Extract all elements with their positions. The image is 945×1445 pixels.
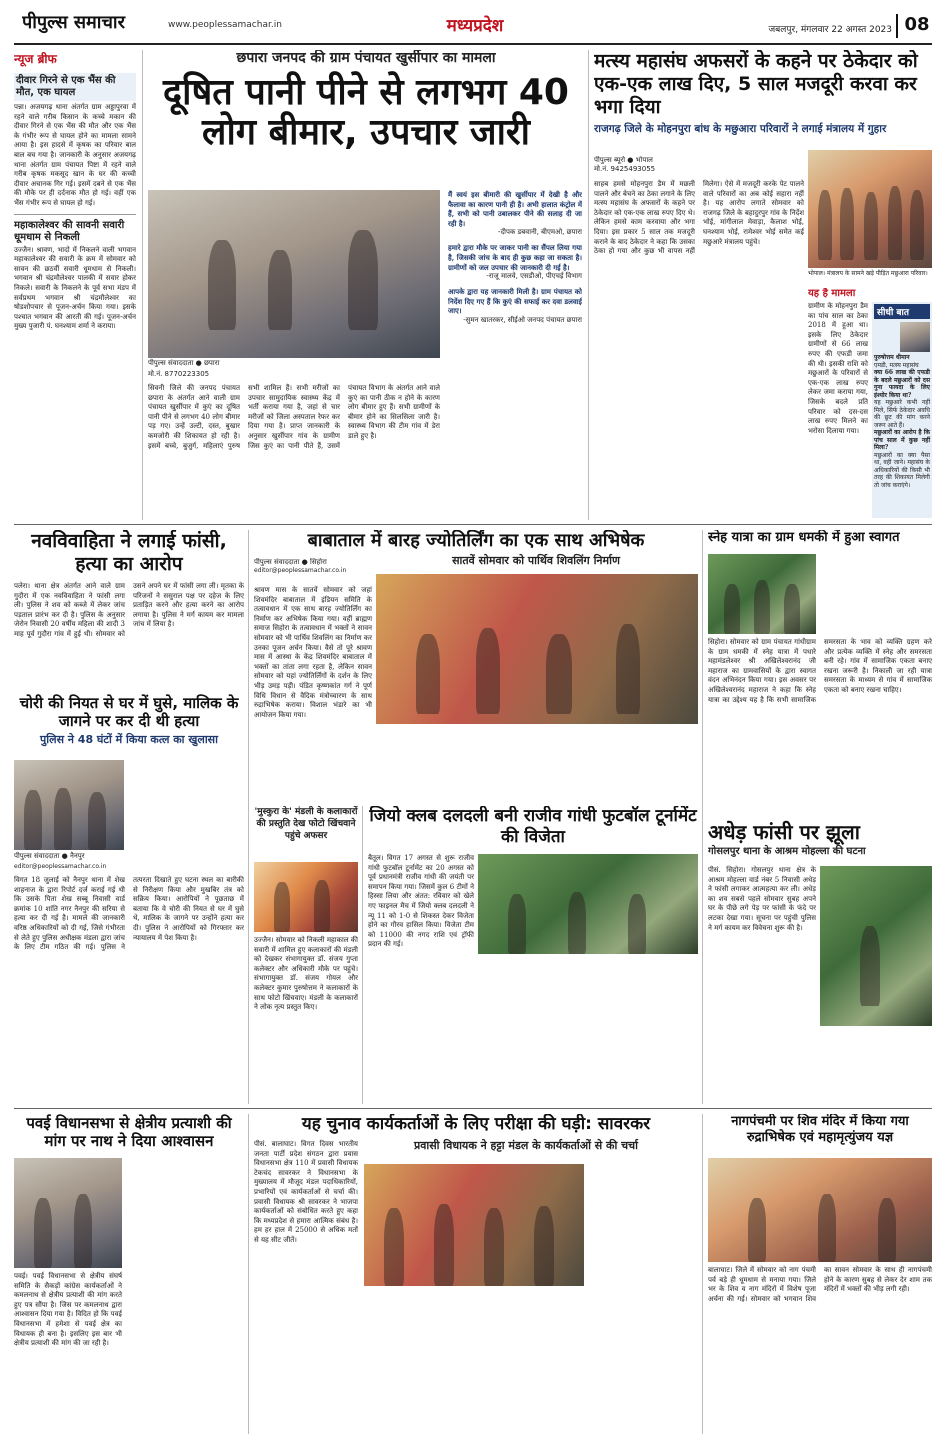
quote-text: मैं स्वयं इस बीमारी की खुर्सीपार में देखी है और फैलावा का कारण पानी ही है। अभी हालात कंट्रोल में हैं, सभी को पानी उबालकर पीने की सलाह दी जा रही है। <box>448 190 582 228</box>
story-newlywed <box>14 530 244 690</box>
column-divider <box>362 806 363 1104</box>
workers-body-continued <box>364 1290 698 1432</box>
tr-place: भोपाल <box>635 156 653 164</box>
babatal-place: सिहोरा <box>310 558 327 566</box>
sidebar-role: एमडी, मत्स्य महासंघ <box>874 362 919 369</box>
tr-body: साहब हमसे मोहनपुरा डैम में मछली पालने और बेचने का ठेका लगाने के लिए मत्स्य महासंघ के अफसरों के कहने पर ठेकेदार को एक-एक लाख रुपए दिए थे। लेकिन हमसे काम करवाया और भगा दिया। इस प्रकार 5 साल तक मजदूरी कराने के बाद ठेकेदार ने कहा कि उसका ठेका हो गया और कुछ भी वापस नहीं मिलेगा। ऐसे में मजदूरी करके पेट पालने वाले परिवारों का अब कोई सहारा नहीं है। यह आरोप लगाते सोमवार को राजगढ़ जिले के बहादुरपुर गांव के निर्देश भोई, मांगीलाल मेवाड़ा, कैलाश भोई, घनश्याम भोई, रामेश्वर भोई समेत कई मछुआरे मंत्रालय पहुंचे। <box>594 180 804 256</box>
murder-headline: चोरी की नियत से घर में घुसे, मालिक के जागने पर कर दी थी हत्या <box>19 694 239 730</box>
quote-text: हमारे द्वारा मौके पर जाकर पानी का सैंपल लिया गया है, जिसकी जांच के बाद ही कुछ कहा जा सकता है। ग्रामीणों को जल उपचार की जानकारी दी गई है। <box>448 243 582 272</box>
workers-photo <box>364 1164 584 1286</box>
tr-photo-caption: भोपाल। मंत्रालय के सामने खड़े पीड़ित मछुआरा परिवार। <box>808 270 928 277</box>
brief-body: उज्जैन। श्रावण, भादो में निकलने वाली भगवान महाकालेश्वर की सवारी के क्रम में सोमवार को सावन की छठवीं सवारी धूमधाम से निकली। भगवान श्री चंद्रमौलेश्वर पालकी में सवार होकर निकले। सवारी के निकलने के पूर्व सभा मंडप में सर्वप्रथम भगवान श्री चंद्रमौलेश्वर का षोडशोपचार से पूजन-अर्चन किया गया। इसके पश्चात भगवान की आरती की गई। पूजन-अर्चन मुख्य पुजारी पं. घनश्याम शर्मा ने कराया। <box>14 245 136 331</box>
avatar <box>900 322 930 352</box>
quote-text: आपके द्वारा यह जानकारी मिली है। ग्राम पंचायत को निर्देश दिए गए हैं कि कुएं की सफाई कर दवा डलवाई जाए। <box>448 287 582 316</box>
lead-photo-caption: पीपुल्स संवाददाता ● छपारा <box>148 359 220 367</box>
column-divider <box>702 820 703 1104</box>
nagpanchami-photo <box>708 1158 932 1262</box>
lead-headline: दूषित पानी पीने से लगभग 40 लोग बीमार, उपचार जारी <box>163 71 569 153</box>
newlywed-body: पलेरा। थाना क्षेत्र अंतर्गत आने वाले ग्राम गुदौरा में एक नवविवाहिता ने फांसी लगा ली। पुलिस ने शव को कब्जे में लेकर जांच पड़ताल प्रारंभ कर दी है। पुलिस के अनुसार जेरोन निवासी 20 वर्षीय महिला की शादी 3 माह पूर्व गुदौरा गांव में हुई थी। सोमवार को उसने अपने घर में फांसी लगा ली। मृतका के परिजनों ने ससुराल पक्ष पर दहेज के लिए प्रताड़ित करने और हत्या करने का आरोप लगाया है। पुलिस ने मर्ग कायम कर मामला जांच में लिया है। <box>14 582 244 638</box>
quote <box>448 190 582 237</box>
football-headline: जियो क्लब दलदली बनी राजीव गांधी फुटबॉल टूर्नामेंट की विजेता <box>369 806 697 847</box>
sidebar-person: पुरुषोत्तम धीमान <box>874 354 910 361</box>
column-divider <box>588 50 589 520</box>
direct-talk-label: सीधी बात <box>874 304 930 319</box>
nagpanchami-body: बालाघाट। जिले में सोमवार को नाग पंचमी पर्व बड़े ही धूमधाम से मनाया गया। जिले भर के शिव व नाग मंदिरों में विशेष पूजा अर्चना की गई। सोमवार को भगवान शिव का सावन सोमवार के साथ ही नागपंचमी होने के कारण सुबह से लेकर देर शाम तक मंदिरों में भक्तों की भीड़ लगी रही। <box>708 1266 932 1303</box>
tr-subhead: राजगढ़ जिले के मोहनपुरा बांध के मछुआरा परिवारों ने लगाई मंत्रालय में गुहार <box>594 123 887 135</box>
tr-box-title: यह है मामला <box>808 288 856 299</box>
story-mukurta <box>254 806 358 1104</box>
pawai-body: पवई। पवई विधानसभा से क्षेत्रीय संघर्ष समिति के सैकड़ों कांग्रेस कार्यकर्ताओं ने कमलनाथ से क्षेत्रीय प्रत्याशी की मांग करते हुए पत्र सौंपा है। जिस पर कमलनाथ द्वारा आश्वासन दिया गया है। विदित हो कि पवई विधानसभा में हमेशा से पवई क्षेत्र का विधायक ही बना है। इसलिए इस बार भी क्षेत्रीय प्रत्याशी की मांग की जा रही है। <box>14 1272 122 1348</box>
murder-email[interactable]: editor@peoplessamachar.co.in <box>14 863 107 870</box>
newlywed-headline: नवविवाहिता ने लगाई फांसी, हत्या का आरोप <box>31 530 227 575</box>
murder-byline: पीपुल्स संवाददाता <box>14 852 60 860</box>
tr-headline: मत्स्य महासंघ अफसरों के कहने पर ठेकेदार को एक-एक लाख दिए, 5 साल मजदूरी करवा कर भगा दिया <box>594 50 918 118</box>
section-divider <box>14 1108 932 1109</box>
column-divider <box>142 50 143 520</box>
lead-place: छपारा <box>204 359 220 367</box>
logo-text: पीपुल्स समाचार <box>22 12 125 33</box>
brief-body: पन्ना। अजयगढ़ थाना अंतर्गत ग्राम अड्डापुरवा में रहने वाले गरीब किसान के कच्चे मकान की दीवार गिरने से एक भैंस की मौत और एक भैंस के गंभीर रूप से घायल होने का मामला सामने आया है। इस हादसे में कृषक का परिवार बाल बाल बच गया है। जानकारी के अनुसार अजयगढ़ थाना अंतर्गत ग्राम पंचायत पिष्टा में रहने वाले गरीब कृषक मकसूद खान के घर की कच्ची दीवार अचानक गिर गई। इसमें दबने से एक भैंस की मौके पर ही दर्दनाक मौत हो गई। वहीं एक भैंस गंभीर रूप से घायल हो गई। <box>14 103 136 207</box>
brief-headline: दीवार गिरने से एक भैंस की मौत, एक घायल <box>14 73 136 101</box>
football-body-continued <box>478 958 698 1102</box>
football-photo <box>478 854 698 954</box>
hanging-headline: अधेड़ फांसी पर झूला <box>708 820 860 844</box>
mukurta-photo <box>254 862 358 932</box>
babatal-body-continued <box>376 728 698 800</box>
hanging-body: पीसं. सिहोरा। गोसलपुर थाना क्षेत्र के आश्रम मोहल्ला वार्ड नंबर 5 निवासी अधेड़ ने फांसी लगाकर आत्महत्या कर ली। अधेड़ का शव सबसे पहले सोमवार सुबह अपने घर के पीछे लगे पेड़ पर फांसी के फंदे पर लटका देखा गया। सूचना पर पहुंची पुलिस ने मर्ग कायम कर विवेचना शुरू की है। <box>708 866 816 932</box>
story-babatal: बाबाताल में बारह ज्योतिर्लिंग का एक साथ अभिषेक सातवें सोमवार को पार्थिव शिवलिंग निर्माण पीपुल्स संवाददाता ● सिहोरा editor@peoplessamachar.co.in श्रावण मास के सातवें सोमवार को जहां शिवमंदिर बाबाताल में इंडियन समिति के तत्वावधान में एक साथ बारह ज्योतिर्लिंग का निर्माण कर अभिषेक किया गया। वहीं ब्राह्मण समाज सिहोरा के तत्वावधान में भक्तों ने सावन सोमवार को भी पार्थिव शिवलिंग का निर्माण कर उनका पूजन अर्चन किया। वैसे तो पूरे श्रावण मास में आस्था के केंद्र शिवमंदिर बाबाताल में भक्तों का तांता लगा रहता है, लेकिन सावन सोमवार को यहां ज्योतिर्लिंगों के दर्शन के लिए भीड़ उमड़ पड़ी। पंडित कृष्णकांत गर्ग ने पूर्ण विधि विधान से वैदिक मंत्रोच्चारण के साथ रुद्राभिषेक कराया। विशाल भंडारे का भी आयोजन किया गया। <box>254 530 698 802</box>
lead-phone: मो.नं. 8770223305 <box>148 370 210 378</box>
quote <box>448 287 582 325</box>
babatal-photo <box>376 574 698 724</box>
story-workers <box>254 1114 698 1434</box>
quote <box>448 243 582 281</box>
story-hanging <box>708 820 932 1104</box>
masthead-rule <box>14 43 932 45</box>
column-divider <box>248 1114 249 1434</box>
murder-place: नैनपुर <box>70 852 85 860</box>
brief-item <box>14 73 136 209</box>
workers-body: पीसं. बालाघाट। विगत दिवस भारतीय जनता पार्टी प्रदेश संगठन द्वारा प्रवास विधानसभा क्षेत्र 110 में प्रवासी विधायक टेकचंद सावरकर ने विधानसभा के मुख्यालय में मौजूद मंडल पदाधिकारियों, प्रभारियों एवं कार्यकर्ताओं से चर्चा की। प्रवासी विधायक श्री सावरकर ने भाजपा कार्यकर्ताओं को संबोधित करते हुए कहा कि मध्यप्रदेश से हमारा आत्मिक संबंध है। हम हर हाल में 25000 से अधिक मतों से यह सीट जीतें। <box>254 1140 358 1244</box>
babatal-headline: बाबाताल में बारह ज्योतिर्लिंग का एक साथ अभिषेक <box>307 530 645 551</box>
dateline: जबलपुर, मंगलवार 22 अगस्त 2023 <box>768 25 892 35</box>
mukurta-headline: 'मुस्कुरा के' मंडली के कलाकारों की प्रस्तुति देख फोटो खिंचवाने पहुंचे अफसर <box>254 807 358 841</box>
logo <box>22 10 162 36</box>
lead-body: सिवनी जिले की जनपद पंचायत छपारा के अंतर्गत आने वाली ग्राम पंचायत खुर्सीपार में कुएं का दूषित पानी पीने से लगभग 40 लोग बीमार पड़ गए। उन्हें उल्टी, दस्त, बुखार कमजोरी की शिकायत हो रही है। इसमें बच्चे, बुजुर्ग, महिलाएं पुरुष सभी शामिल हैं। सभी मरीजों का उपचार सामुदायिक स्वास्थ्य केंद्र में भर्ती कराया गया है, जहां से चार मरीजों को जिला अस्पताल रेफर कर दिया गया है। प्राप्त जानकारी के अनुसार खुर्सीपार गांव के ग्रामीण जिस कुएं का पानी पीते हैं, उसमें पंचायत विभाग के अंतर्गत आने वाले कुएं का पानी ठीक न होने के कारण लोग बीमार हुए हैं। सभी ग्रामीणों के बीमार होने का सिलसिला जारी है। स्वास्थ्य विभाग की टीम गांव में डेरा डाले हुए है। <box>148 384 440 450</box>
masthead <box>0 0 945 44</box>
quote-by: -दीपक डबवानी, बीएमओ, छपारा <box>497 228 582 237</box>
sidebar-a: मछुआरों का क्या पैसा था, वही जाने। महासंघ के अधिकारियों की किसी भी तरह की शिकायत मिलेगी तो जांच कराएंगे। <box>874 451 930 489</box>
news-brief-label: न्यूज ब्रीफ <box>14 52 57 66</box>
pawai-body-continued <box>128 1158 244 1432</box>
yatra-photo <box>708 554 816 634</box>
murder-subhead: पुलिस ने 48 घंटों में किया कत्ल का खुलासा <box>40 733 218 746</box>
sidebar-q: क्या 66 लाख की एफडी के बदले मछुआरों को दस गुना फायदा के लिए इंश्योर किया था? <box>874 369 930 399</box>
workers-headline: यह चुनाव कार्यकर्ताओं के लिए परीक्षा की घड़ी: सावरकर <box>301 1114 651 1134</box>
murder-body: विगत 18 जुलाई को नैनपुर थाना में शेख शाहनाज के द्वारा रिपोर्ट दर्ज कराई गई थी कि उसके पिता शेख सब्बू निवासी वार्ड क्रमांक 10 शांति नगर नैनपुर की सरिया से हत्या कर दी गई है। मामले की जानकारी वरिष्ठ अधिकारियों को दी गई, जिसे गंभीरता से लेते हुए पुलिस अधीक्षक मंडला द्वारा जांच के लिए टीम गठित की गई। पुलिस ने तत्परता दिखाते हुए घटना स्थल का बारीकी से निरीक्षण किया और मुखबिर तंत्र को सक्रिय किया। आरोपियों ने पूछताछ में बताया कि वे चोरी की नियत से घर में घुसे थे, मालिक के जागने पर उन्होंने हत्या कर दी। पुलिस ने आरोपियों को गिरफ्तार कर न्यायालय में पेश किया है। <box>14 876 244 952</box>
yatra-headline: स्नेह यात्रा का ग्राम धमकी में हुआ स्वागत <box>708 530 900 545</box>
tr-byline: पीपुल्स ब्यूरो <box>594 156 626 164</box>
brief-headline: महाकालेश्वर की सावनी सवारी धूमधाम से निकली <box>14 219 125 243</box>
column-divider <box>248 530 249 1104</box>
murder-photo <box>14 760 124 850</box>
babatal-subhead: सातवें सोमवार को पार्थिव शिवलिंग निर्माण <box>452 554 620 567</box>
pawai-photo <box>14 1158 122 1268</box>
mukurta-body: उज्जैन। सोमवार को निकली महाकाल की सवारी में शामिल हुए कलाकारों की मंडली को देखकर संभागायुक्त डॉ. संजय गुप्ता कलेक्टर और अधिकारी मौके पर पहुंचे। संभागायुक्त डॉ. संजय गोयल और कलेक्टर कुमार पुरुषोत्तम ने कलाकारों के साथ फोटो खिंचवाए। मंडली के कलाकारों ने लोक नृत्य प्रस्तुत किए। <box>254 936 358 1012</box>
top-right-story <box>594 50 932 520</box>
hanging-subhead: गोसलपुर थाना के आश्रम मोहल्ला की घटना <box>708 846 866 857</box>
lead-photo <box>148 190 440 358</box>
lead-kicker: छपारा जनपद की ग्राम पंचायत खुर्सीपार का मामला <box>236 50 496 66</box>
tr-byline-block: पीपुल्स ब्यूरो ● भोपाल मो.नं. 9425493055 <box>594 156 712 176</box>
brief-divider <box>14 214 136 215</box>
tr-box-body: ग्रामीण के मोहनपुरा डैम का पांच साल का ठेका 2018 में हुआ था। इसके लिए ठेकेदार ग्रामीणों से 66 लाख रुपए की एफडी जमा की थी। इसकी राशि को मछुआरों के परिवारों से एक-एक लाख रुपए लेकर जमा कराया गया, जिसके बदले प्रति परिवार को दस-दस लाख रुपए मिलने का भरोसा दिलाया गया। <box>808 302 868 435</box>
tr-photo <box>808 150 932 268</box>
sidebar-q: मछुआरों का आरोप है कि पांच साल में कुछ नहीं मिला? <box>874 429 930 451</box>
website-link[interactable]: www.peoplessamachar.in <box>168 20 282 30</box>
page-number: 08 <box>896 14 936 38</box>
brief-item <box>14 220 136 332</box>
story-nagpanchami <box>708 1114 932 1434</box>
column-divider <box>702 1114 703 1434</box>
section-divider <box>14 524 932 525</box>
direct-talk-box <box>872 302 932 518</box>
tr-box <box>808 288 932 520</box>
column-divider <box>702 530 703 820</box>
lead-story <box>148 50 584 520</box>
nagpanchami-headline: नागपंचमी पर शिव मंदिर में किया गया रुद्राभिषेक एवं महामृत्युंजय यज्ञ <box>731 1114 909 1145</box>
workers-subhead: प्रवासी विधायक ने हट्टा मंडल के कार्यकर्ताओं से की चर्चा <box>414 1139 638 1152</box>
story-murder: चोरी की नियत से घर में घुसे, मालिक के जागने पर कर दी थी हत्या पुलिस ने 48 घंटों में किया कत्ल का खुलासा पीपुल्स संवाददाता ● नैनपुर editor@peoplessamachar.co.in विगत 18 जुलाई को नैनपुर थाना में शेख शाहनाज के द्वारा रिपोर्ट दर्ज कराई गई थी कि उसके पिता शेख सब्बू निवासी वार्ड क्रमांक 10 शांति नगर नैनपुर की सरिया से हत्या कर दी गई है। मामले की जानकारी वरिष्ठ अधिकारियों को दी गई, जिसे गंभीरता से लेते हुए पुलिस अधीक्षक मंडला द्वारा जांच के लिए टीम गठित की गई। पुलिस ने तत्परता दिखाते हुए घटना स्थल का बारीकी से निरीक्षण किया और मुखबिर तंत्र को सक्रिय किया। आरोपियों ने पूछताछ में बताया कि वे चोरी की नियत से घर में घुसे थे, मालिक के जागने पर उन्होंने हत्या कर दी। पुलिस ने आरोपियों को गिरफ्तार कर न्यायालय में पेश किया है। <box>14 694 244 1104</box>
story-pawai <box>14 1114 244 1434</box>
lead-byline: पीपुल्स संवाददाता <box>148 359 194 367</box>
babatal-byline: पीपुल्स संवाददाता <box>254 558 300 566</box>
quote-by: -सुमन खातरकर, सीईओ जनपद पंचायत छपारा <box>463 315 582 324</box>
pawai-headline: पवई विधानसभा से क्षेत्रीय प्रत्याशी की मांग पर नाथ ने दिया आश्वासन <box>26 1114 232 1150</box>
tr-phone: मो.नं. 9425493055 <box>594 165 656 173</box>
news-brief-column <box>14 50 136 520</box>
section-title: मध्यप्रदेश <box>446 16 504 36</box>
sidebar-a: यह मछुआरे कभी नहीं मिले, सिर्फ ठेकेदार अवधि की छूट की मांग करने जरूर आते हैं। <box>874 399 930 429</box>
babatal-email[interactable]: editor@peoplessamachar.co.in <box>254 567 347 574</box>
quote-by: -राजू मालवे, एसडीओ, पीएचई विभाग <box>486 272 582 281</box>
lead-quotes <box>448 190 582 520</box>
football-body: बैतूल। विगत 17 अगस्त से शुरू राजीव गांधी फुटबॉल टूर्नामेंट का 20 अगस्त को पूर्व प्रधानमंत्री राजीव गांधी की जयंती पर समापन किया गया। जिसमें कुल 6 टीमों ने हिस्सा लिया और अंतत: रविवार को खेले गए फाइनल मैच में जियो क्लब दलदली ने न्यू 11 को 1-0 से शिकस्त देकर विजेता होने का गौरव हासिल किया। विजेता टीम को 11000 की नगद राशि एवं ट्रॉफी प्रदान की गई। <box>368 854 474 949</box>
story-football <box>368 806 698 1104</box>
yatra-body: सिहोरा। सोमवार को ग्राम पंचायत गांधीग्राम के ग्राम धमकी में स्नेह यात्रा में पधारे महामंडलेश्वर श्री अखिलेश्वरानंद जी महाराज का ग्रामवासियों के द्वारा स्वागत वंदन अभिनंदन किया गया। इस अवसर पर अखिलेश्वरानंद महाराज ने कहा कि स्नेह यात्रा का उद्देश्य यह है कि सभी सामाजिक समरसता के भाव को व्यक्ति ग्रहण करे और प्रत्येक व्यक्ति में स्नेह और समरसता बनी रहे। गांव में सामाजिक एकता बनाए रखना जरूरी है। निकाली जा रही यात्रा समरसता के माध्यम से गांव में सामाजिक एकता को बनाए रखना चाहिए। <box>708 638 932 704</box>
hanging-photo <box>820 866 932 1026</box>
babatal-body: श्रावण मास के सातवें सोमवार को जहां शिवमंदिर बाबाताल में इंडियन समिति के तत्वावधान में एक साथ बारह ज्योतिर्लिंग का निर्माण कर अभिषेक किया गया। वहीं ब्राह्मण समाज सिहोरा के तत्वावधान में भक्तों ने सावन सोमवार को भी पार्थिव शिवलिंग का निर्माण कर उनका पूजन अर्चन किया। वैसे तो पूरे श्रावण मास में आस्था के केंद्र शिवमंदिर बाबाताल में भक्तों का तांता लगा रहता है, लेकिन सावन सोमवार को यहां ज्योतिर्लिंगों के दर्शन के लिए भीड़ उमड़ पड़ी। पंडित कृष्णकांत गर्ग ने पूर्ण विधि विधान से वैदिक मंत्रोच्चारण के साथ रुद्राभिषेक कराया। विशाल भंडारे का भी आयोजन किया गया। <box>254 586 372 719</box>
story-yatra <box>708 530 932 814</box>
